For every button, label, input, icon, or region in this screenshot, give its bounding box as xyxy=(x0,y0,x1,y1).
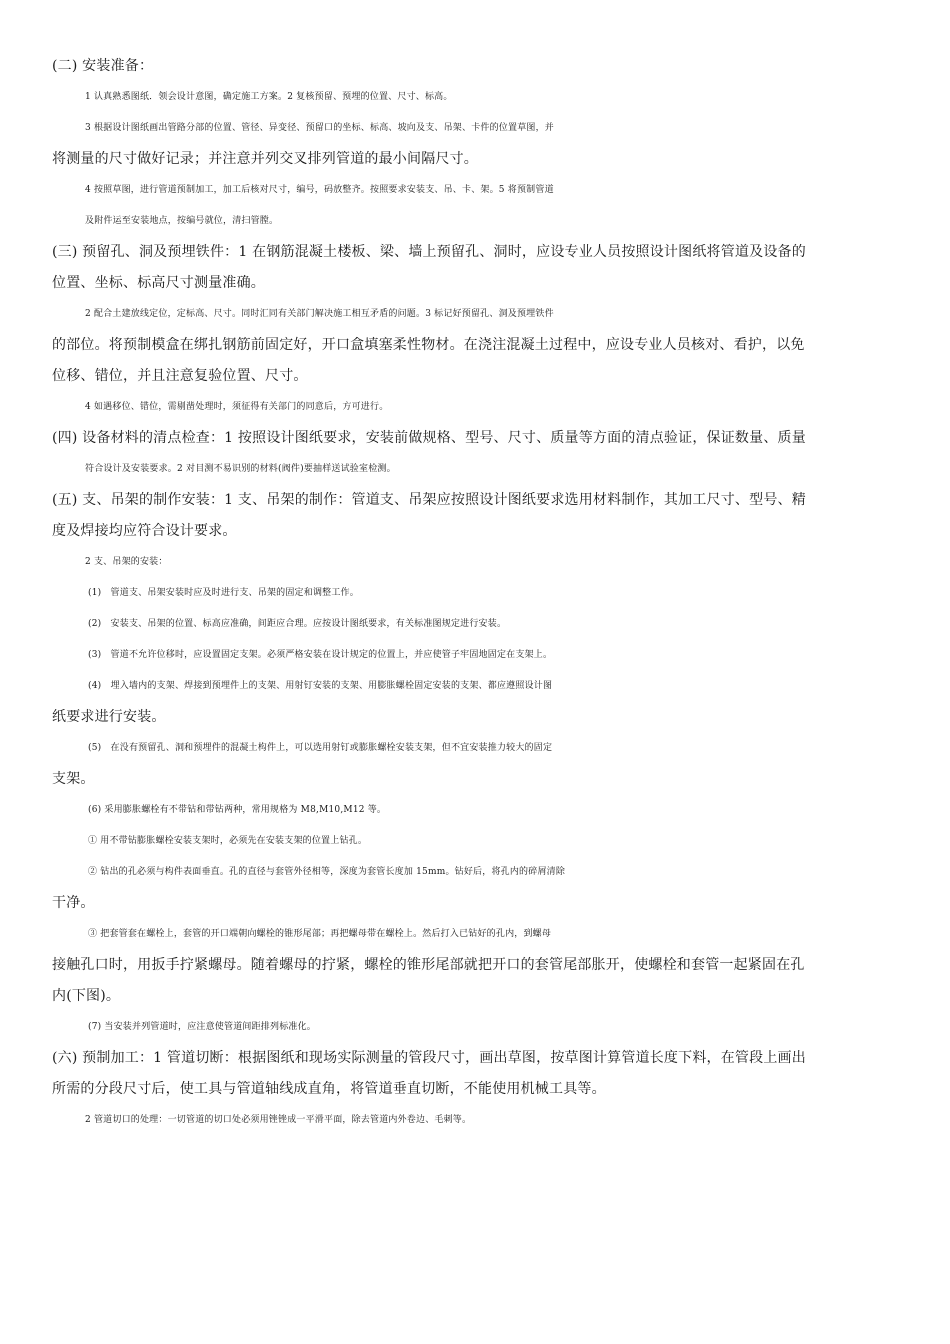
paragraph-line: 2 管道切口的处理：一切管道的切口处必须用锉锉成一平滑平面，除去管道内外卷边、毛刺等。 xyxy=(85,1115,472,1125)
paragraph-line: 及附件运至安装地点，按编号就位，清扫管膛。 xyxy=(85,216,279,226)
paragraph-line: 符合设计及安装要求。2 对目测不易识别的材料(阀件)要抽样送试验室检测。 xyxy=(85,464,396,474)
list-item: (4) 埋入墙内的支架、焊接到预埋件上的支架、用射钉安装的支架、用膨胀螺栓固定安装的支架、都应遵照设计图 xyxy=(88,681,553,691)
paragraph-line: 将测量的尺寸做好记录；并注意并列交叉排列管道的最小间隔尺寸。 xyxy=(52,151,478,167)
section-heading-5: (五) 支、吊架的制作安装：1 支、吊架的制作：管道支、吊架应按照设计图纸要求选用材料制作，其加工尺寸、型号、精 xyxy=(52,492,806,508)
paragraph-line: 位移、错位，并且注意复验位置、尺寸。 xyxy=(52,368,308,384)
subheading: 2 支、吊架的安装： xyxy=(85,557,168,567)
list-item-continuation: 接触孔口时，用扳手拧紧螺母。随着螺母的拧紧，螺栓的锥形尾部就把开口的套管尾部胀开，使螺栓和套管一起紧固在孔 xyxy=(52,957,805,973)
section-heading-2: (二) 安装准备： xyxy=(52,58,154,74)
list-item: (5) 在没有预留孔、洞和预埋件的混凝土构件上，可以选用射钉或膨胀螺栓安装支架，但不宜安装推力较大的固定 xyxy=(88,743,553,753)
list-item-continuation: 干净。 xyxy=(52,895,95,911)
paragraph-line: 4 按照草图，进行管道预制加工，加工后核对尺寸，编号，码放整齐。按照要求安装支、吊、卡、架。5 将预制管道 xyxy=(85,185,554,195)
list-item-continuation: 内(下图)。 xyxy=(52,988,121,1004)
section-heading-3: (三) 预留孔、洞及预埋铁件：1 在钢筋混凝土楼板、梁、墙上预留孔、洞时，应设专业人员按照设计图纸将管道及设备的 xyxy=(52,244,806,260)
list-item: (6) 采用膨胀螺栓有不带钻和带钻两种，常用规格为 M8,M10,M12 等。 xyxy=(88,805,387,815)
section-heading-4: (四) 设备材料的清点检查：1 按照设计图纸要求，安装前做规格、型号、尺寸、质量等方面的清点验证，保证数量、质量 xyxy=(52,430,806,446)
list-item: (3) 管道不允许位移时，应设置固定支架。必须严格安装在设计规定的位置上，并应使管子牢固地固定在支架上。 xyxy=(88,650,553,660)
paragraph-line: 的部位。将预制模盒在绑扎钢筋前固定好，开口盒填塞柔性物材。在浇注混凝土过程中，应设专业人员核对、看护，以免 xyxy=(52,337,805,353)
list-item: (1) 管道支、吊架安装时应及时进行支、吊架的固定和调整工作。 xyxy=(88,588,359,598)
paragraph-line: 2 配合土建放线定位，定标高、尺寸。同时汇同有关部门解决施工相互矛盾的问题。3 标记好预留孔、洞及预埋铁件 xyxy=(85,309,554,319)
list-item: ① 用不带钻膨胀螺栓安装支架时，必须先在安装支架的位置上钻孔。 xyxy=(88,836,368,846)
paragraph-line: 位置、坐标、标高尺寸测量准确。 xyxy=(52,275,265,291)
list-item: (2) 安装支、吊架的位置、标高应准确，间距应合理。应按设计图纸要求，有关标准图规定进行安装。 xyxy=(88,619,507,629)
section-heading-6: (六) 预制加工：1 管道切断：根据图纸和现场实际测量的管段尺寸，画出草图，按草图计算管道长度下料，在管段上画出 xyxy=(52,1050,806,1066)
list-item: ③ 把套管套在螺栓上，套管的开口端朝向螺栓的锥形尾部；再把螺母带在螺栓上。然后打入已钻好的孔内，到螺母 xyxy=(88,929,552,939)
paragraph-line: 度及焊接均应符合设计要求。 xyxy=(52,523,237,539)
list-item: ② 钻出的孔必须与构件表面垂直。孔的直径与套管外径相等，深度为套管长度加 15mm。钻好后，将孔内的碎屑清除 xyxy=(88,867,566,877)
paragraph-line: 3 根据设计图纸画出管路分部的位置、管径、异变径、预留口的坐标、标高、坡向及支、吊架、卡件的位置草图，并 xyxy=(85,123,554,133)
paragraph-line: 4 如遇移位、错位，需剔凿处理时，须征得有关部门的同意后，方可进行。 xyxy=(85,402,389,412)
list-item-continuation: 支架。 xyxy=(52,771,95,787)
list-item-continuation: 纸要求进行安装。 xyxy=(52,709,166,725)
list-item: (7) 当安装并列管道时，应注意使管道间距排列标准化。 xyxy=(88,1022,317,1032)
paragraph-line: 1 认真熟悉图纸．领会设计意图，确定施工方案。2 复核预留、预埋的位置、尺寸、标高。 xyxy=(85,92,453,102)
paragraph-line: 所需的分段尺寸后，使工具与管道轴线成直角，将管道垂直切断，不能使用机械工具等。 xyxy=(52,1081,606,1097)
